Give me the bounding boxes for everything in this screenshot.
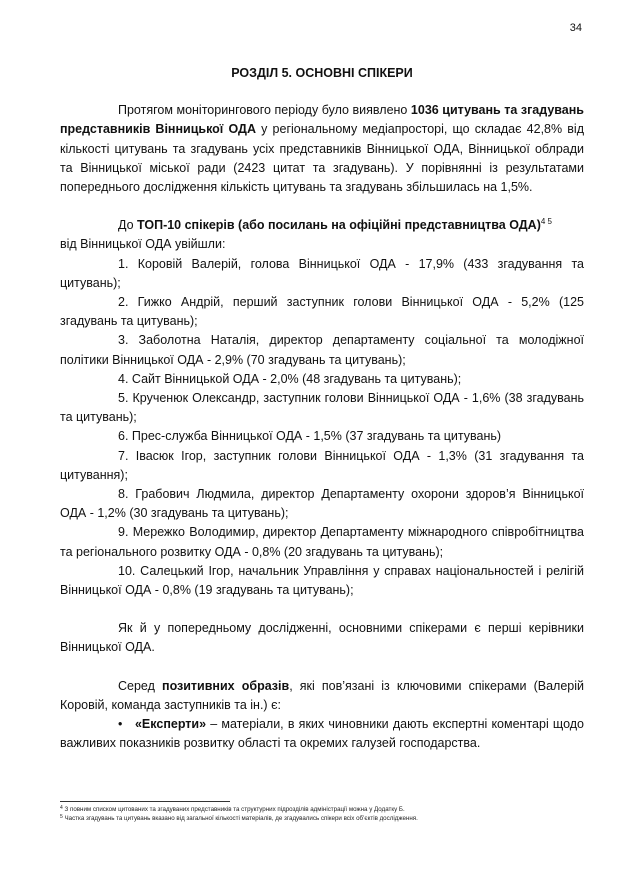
list-item: 6. Прес-служба Вінницької ОДА - 1,5% (37 згадувань та цитувань) [118,429,502,444]
list-item: 7. Івасюк Ігор, заступник голови Вінницької ОДА - 1,3% (31 згадування та цитування); [60,448,584,482]
list-item: 4. Сайт Вінницькой ОДА - 2,0% (48 згадувань та цитувань); [118,371,462,386]
list-item: 3. Заболотна Наталія, директор департаменту соціальної та молодіжної політики Вінницької ОДА - 2,9% (70 згадувань та цитувань); [60,333,584,367]
positive-lead: Серед [118,678,163,693]
list-item: 5. Крученюк Олександр, заступник голови Вінницької ОДА - 1,6% (38 згадувань та цитувань); [60,391,584,425]
top10-lead: До [118,218,138,233]
intro-paragraph [60,101,584,197]
top10-tail: від Вінницької ОДА увійшли: [60,237,226,252]
footnotes [60,805,584,823]
intro-text-1: Протягом моніторингового періоду було виявлено [118,103,411,118]
positive-paragraph [60,677,584,715]
list-item: 10. Салецький Ігор, начальник Управління у справах національностей і релігій Вінницької ОДА - 0,8% (19 згадувань та цитувань); [60,563,584,598]
top10-bold: ТОП-10 спікерів (або посилань на офіційні представництва ОДА) [137,218,541,233]
positive-tail: , які пов’язані із ключовими спікерами (Валерій Коровій, команда заступників та ін.) є: [60,678,584,712]
intro-text-2: у регіональному медіапросторі, що складає 42,8% від кількості цитувань та згадувань усіх представників Вінницької ОДА, Вінницької облради та Вінницької міської ради (2423 цитат та згадувань). У порівнянні із результатами попереднього дослідження кількість цитувань та згадувань збільшилась на 1,5%. [60,122,584,195]
footnote-4: $^4$ З повним списком цитованих та згадуваних представників та структурних підрозділів адміністрації можна у Додатку Б. [60,805,405,813]
footnote-refs: 4 5 [540,217,552,227]
positive-bold: позитивних образів [162,678,290,693]
list-item: 9. Мережко Володимир, директор Департаменту міжнародного співробітництва та регіонального розвитку ОДА - 0,8% (20 згадувань та цитувань); [60,525,584,559]
document-body [60,64,584,754]
bullet-bold: «Експерти» [134,717,207,732]
list-item: 1. Коровій Валерій, голова Вінницької ОДА - 17,9% (433 згадування та цитувань); [60,256,584,290]
footnote-divider [60,801,230,802]
conclusion-paragraph: Як й у попередньому дослідженні, основними спікерами є перші керівники Вінницької ОДА. [60,621,584,655]
top10-lead-paragraph [60,216,584,235]
list-item: 8. Грабович Людмила, директор Департаменту охорони здоров’я Вінницької ОДА - 1,2% (30 згадувань та цитувань); [60,487,584,521]
footnote-5: $^5$ Частка згадувань та цитувань вказано від загальної кількості матеріалів, де згадувались спікери всіх об’єктів дослідження. [60,814,418,822]
page-number: 34 [569,22,582,34]
section-title: РОЗДІЛ 5. ОСНОВНІ СПІКЕРИ [231,66,413,80]
bullet-icon: • [118,717,123,732]
list-item: 2. Гижко Андрій, перший заступник голови Вінницької ОДА - 5,2% (125 згадувань та цитувань); [60,295,584,329]
intro-bold: 1036 цитувань та згадувань представників Вінницької ОДА [60,103,584,137]
bullet-paragraph [60,715,584,753]
bullet-text: – матеріали, в яких чиновники дають експертні коментарі щодо важливих показників розвитку області та окремих галузей господарства. [60,717,584,751]
speakers-list [60,255,584,601]
